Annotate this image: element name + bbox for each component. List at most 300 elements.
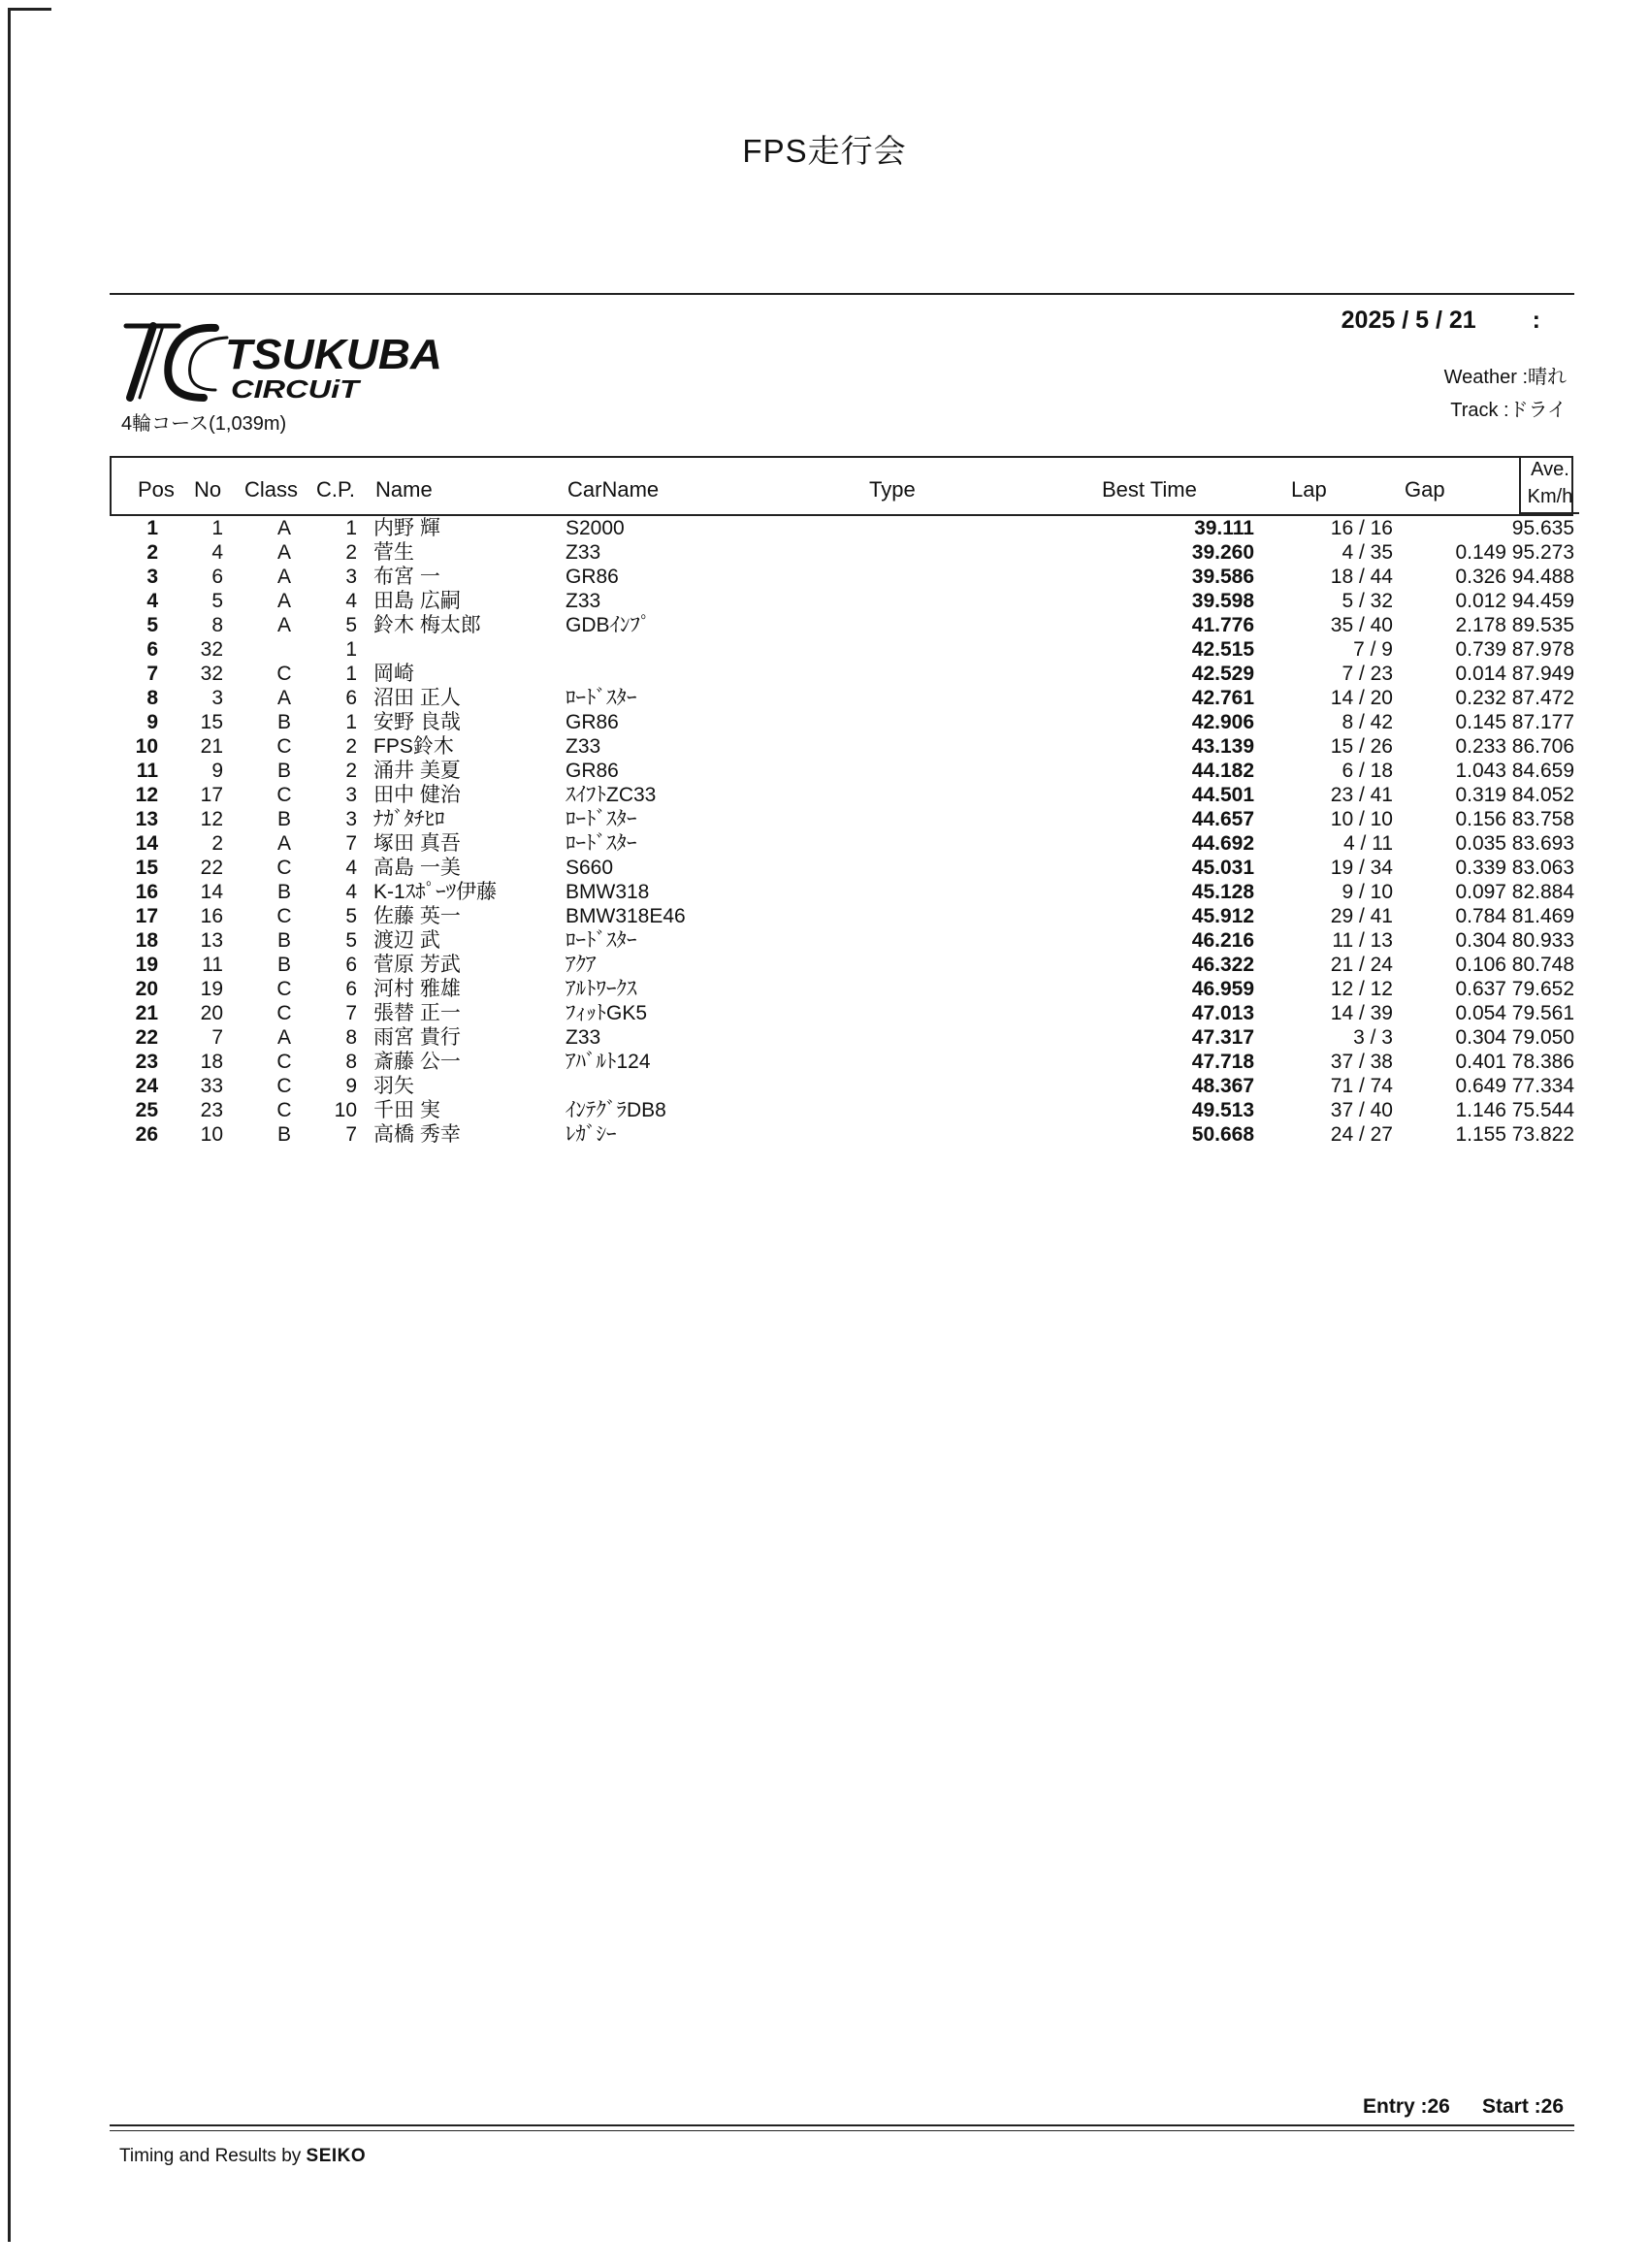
cell-gap: 1.155 [1455,1123,1506,1146]
table-row [110,589,1574,613]
cell-gap: 0.649 [1455,1075,1506,1097]
cell-ave-speed: 94.459 [1511,590,1574,612]
cell-ave-speed: 80.748 [1511,954,1574,976]
cell-best-time: 47.013 [1191,1002,1254,1024]
cell-pos: 13 [135,808,158,830]
cell-name: 安野 良哉 [373,711,461,733]
cell-best-time: 48.367 [1191,1075,1254,1097]
footer-rule-thin [110,2130,1574,2131]
cell-name: 千田 実 [373,1099,440,1121]
cell-lap: 18 / 44 [1330,566,1393,588]
logo-bottom-word: CIRCUiT [231,374,362,404]
cell-cp: 3 [345,566,357,588]
cell-no: 21 [200,735,223,758]
cell-pos: 19 [135,954,158,976]
timing-credit [119,2146,366,2167]
cell-name: 羽矢 [373,1075,414,1097]
logo-top-word: TSUKUBA [225,331,442,378]
cell-best-time: 49.513 [1191,1099,1254,1121]
cell-ave-speed: 82.884 [1511,881,1574,903]
cell-class: A [276,541,291,564]
cell-no: 3 [211,687,223,709]
cell-lap: 29 / 41 [1330,905,1393,927]
cell-name: K-1ｽﾎﾟｰﾂ伊藤 [373,881,498,903]
date-value: 2025 / 5 / 21 [1341,307,1476,334]
table-row [110,807,1574,831]
cell-pos: 2 [146,541,158,564]
cell-class: C [276,735,292,758]
cell-class: A [276,1026,291,1049]
cell-no: 23 [200,1099,223,1121]
cell-no: 8 [211,614,223,636]
cell-carname: GDBｲﾝﾌﾟ [566,614,651,636]
cell-pos: 15 [135,857,158,879]
col-ave-speed [1519,456,1579,514]
cell-best-time: 46.959 [1191,978,1254,1000]
cell-pos: 9 [146,711,158,733]
cell-lap: 71 / 74 [1330,1075,1393,1097]
cell-name: 岡崎 [373,663,414,685]
cell-carname: S2000 [566,517,625,539]
cell-pos: 12 [135,784,158,806]
table-row [110,1025,1574,1050]
results-table-body [110,516,1574,1147]
cell-ave-speed: 95.273 [1511,541,1574,564]
cell-name: 涌井 美夏 [373,760,461,782]
table-row [110,613,1574,637]
cell-no: 17 [200,784,223,806]
cell-lap: 12 / 12 [1330,978,1393,1000]
cell-no: 15 [200,711,223,733]
cell-pos: 7 [146,663,158,685]
cell-lap: 15 / 26 [1330,735,1393,758]
cell-pos: 16 [135,881,158,903]
table-row [110,662,1574,686]
cell-ave-speed: 84.659 [1511,760,1574,782]
cell-best-time: 44.692 [1191,832,1254,855]
cell-class: C [276,857,292,879]
cell-pos: 10 [135,735,158,758]
cell-ave-speed: 87.949 [1511,663,1574,685]
cell-cp: 2 [345,735,357,758]
table-row [110,953,1574,977]
cell-lap: 11 / 13 [1332,929,1393,952]
table-row [110,686,1574,710]
cell-class: C [276,1099,292,1121]
cell-best-time: 47.718 [1191,1051,1254,1073]
table-row [110,637,1574,662]
race-date [1342,307,1540,335]
cell-pos: 26 [135,1123,158,1146]
cell-ave-speed: 77.334 [1511,1075,1574,1097]
cell-carname: ｱｸｱ [566,954,597,976]
cell-name: 布宮 一 [373,566,440,588]
cell-pos: 5 [146,614,158,636]
cell-class: C [276,1051,292,1073]
cell-cp: 4 [345,857,357,879]
col-cp: C.P. [316,477,355,502]
cell-best-time: 42.761 [1191,687,1254,709]
cell-class: A [276,590,291,612]
cell-cp: 4 [345,590,357,612]
cell-name: 菅原 芳武 [373,954,461,976]
col-pos: Pos [138,477,175,502]
table-row [110,710,1574,734]
cell-no: 16 [200,905,223,927]
cell-carname: Z33 [566,541,601,564]
cell-gap: 0.304 [1455,929,1506,952]
cell-cp: 2 [345,541,357,564]
cell-name: 佐藤 英一 [373,905,461,927]
cell-cp: 5 [345,905,357,927]
cell-best-time: 39.586 [1191,566,1254,588]
cell-pos: 20 [135,978,158,1000]
table-row [110,928,1574,953]
cell-carname: ｽｲﾌﾄZC33 [566,784,657,806]
cell-no: 18 [200,1051,223,1073]
cell-gap: 0.784 [1455,905,1506,927]
cell-gap: 0.304 [1455,1026,1506,1049]
cell-gap: 0.156 [1455,808,1506,830]
page-corner-mark [8,8,51,2242]
cell-ave-speed: 79.050 [1511,1026,1574,1049]
cell-cp: 5 [345,929,357,952]
cell-name: 田島 広嗣 [373,590,461,612]
cell-class: B [276,808,291,830]
cell-best-time: 50.668 [1191,1123,1254,1146]
cell-pos: 23 [135,1051,158,1073]
cell-cp: 5 [345,614,357,636]
cell-no: 22 [200,857,223,879]
cell-ave-speed: 78.386 [1511,1051,1574,1073]
cell-cp: 7 [345,832,357,855]
cell-carname: ﾛｰﾄﾞｽﾀｰ [566,687,637,709]
table-row [110,516,1574,540]
cell-ave-speed: 79.561 [1511,1002,1574,1024]
cell-name: 高島 一美 [373,857,461,879]
cell-ave-speed: 81.469 [1511,905,1574,927]
cell-carname: ｱﾊﾞﾙﾄ124 [566,1051,651,1073]
cell-pos: 1 [146,517,158,539]
cell-lap: 37 / 38 [1330,1051,1393,1073]
cell-class: C [276,978,292,1000]
cell-ave-speed: 83.063 [1511,857,1574,879]
course-name: 4輪コース(1,039m) [121,413,287,435]
cell-no: 6 [211,566,223,588]
cell-ave-speed: 95.635 [1511,517,1574,539]
cell-lap: 21 / 24 [1330,954,1393,976]
cell-ave-speed: 75.544 [1511,1099,1574,1121]
results-table-header [110,456,1573,516]
cell-cp: 7 [345,1002,357,1024]
cell-ave-speed: 83.758 [1511,808,1574,830]
cell-class: B [276,929,291,952]
cell-best-time: 41.776 [1191,614,1254,636]
cell-carname: Z33 [566,735,601,758]
cell-class: A [276,566,291,588]
cell-cp: 8 [345,1026,357,1049]
cell-carname: ﾚｶﾞｼｰ [566,1123,617,1146]
cell-cp: 9 [345,1075,357,1097]
table-row [110,759,1574,783]
cell-class: B [276,711,291,733]
cell-cp: 1 [345,663,357,685]
cell-best-time: 45.912 [1191,905,1254,927]
cell-ave-speed: 86.706 [1511,735,1574,758]
cell-name: 鈴木 梅太郎 [373,614,481,636]
col-best-time: Best Time [1102,477,1197,502]
cell-best-time: 44.182 [1191,760,1254,782]
cell-best-time: 42.515 [1191,638,1254,661]
cell-gap: 0.106 [1455,954,1506,976]
track-condition: Track :ドライ [1450,400,1567,421]
cell-name: 渡辺 武 [373,929,440,952]
cell-pos: 11 [136,760,158,782]
cell-best-time: 39.111 [1194,517,1254,539]
col-type: Type [869,477,916,502]
cell-lap: 3 / 3 [1353,1026,1393,1049]
cell-gap: 0.401 [1455,1051,1506,1073]
cell-gap: 0.339 [1455,857,1506,879]
cell-cp: 2 [345,760,357,782]
cell-best-time: 39.260 [1191,541,1254,564]
table-row [110,1122,1574,1147]
col-ave-top: Ave. [1531,459,1569,480]
cell-lap: 24 / 27 [1330,1123,1393,1146]
cell-name: 張替 正一 [373,1002,461,1024]
cell-class: C [276,1002,292,1024]
cell-no: 32 [200,638,223,661]
cell-class: A [276,832,291,855]
cell-no: 12 [200,808,223,830]
cell-no: 5 [211,590,223,612]
cell-class: C [276,1075,292,1097]
cell-carname: ﾌｨｯﾄGK5 [566,1002,648,1024]
cell-cp: 1 [345,517,357,539]
cell-pos: 4 [146,590,158,612]
cell-carname: GR86 [566,711,619,733]
cell-cp: 4 [345,881,357,903]
cell-no: 4 [211,541,223,564]
cell-carname: BMW318E46 [566,905,686,927]
cell-gap: 0.054 [1455,1002,1506,1024]
col-gap: Gap [1405,477,1445,502]
cell-pos: 3 [146,566,158,588]
col-ave-bottom: Km/h [1527,486,1573,507]
table-row [110,1098,1574,1122]
cell-class: A [276,614,291,636]
cell-class: B [276,1123,291,1146]
cell-gap: 0.326 [1455,566,1506,588]
header-rule [110,293,1574,295]
cell-gap: 1.146 [1455,1099,1506,1121]
cell-carname: GR86 [566,566,619,588]
cell-class: A [276,687,291,709]
cell-gap: 0.014 [1455,663,1506,685]
cell-gap: 0.232 [1455,687,1506,709]
cell-lap: 10 / 10 [1330,808,1393,830]
cell-lap: 7 / 23 [1342,663,1393,685]
timing-credit-text: Timing and Results by [119,2146,307,2166]
cell-pos: 22 [135,1026,158,1049]
cell-carname: ｲﾝﾃｸﾞﾗDB8 [566,1099,666,1121]
table-row [110,977,1574,1001]
cell-cp: 6 [345,978,357,1000]
cell-no: 32 [200,663,223,685]
cell-name: 内野 輝 [373,517,440,539]
cell-no: 14 [200,881,223,903]
table-row [110,540,1574,565]
table-row [110,904,1574,928]
cell-carname: ﾛｰﾄﾞｽﾀｰ [566,832,637,855]
cell-best-time: 42.529 [1191,663,1254,685]
cell-no: 33 [200,1075,223,1097]
cell-pos: 14 [135,832,158,855]
cell-best-time: 47.317 [1191,1026,1254,1049]
cell-pos: 25 [135,1099,158,1121]
cell-lap: 37 / 40 [1330,1099,1393,1121]
cell-ave-speed: 94.488 [1511,566,1574,588]
col-name: Name [375,477,433,502]
cell-lap: 35 / 40 [1330,614,1393,636]
cell-name: 塚田 真吾 [373,832,461,855]
col-class: Class [244,477,299,502]
cell-best-time: 45.128 [1191,881,1254,903]
cell-name: 沼田 正人 [373,687,461,709]
cell-cp: 1 [345,711,357,733]
col-lap: Lap [1291,477,1327,502]
cell-no: 7 [211,1026,223,1049]
cell-ave-speed: 79.652 [1511,978,1574,1000]
cell-no: 20 [200,1002,223,1024]
cell-lap: 9 / 10 [1342,881,1393,903]
cell-gap: 0.319 [1455,784,1506,806]
cell-lap: 4 / 35 [1342,541,1393,564]
cell-carname: ｱﾙﾄﾜｰｸｽ [566,978,637,1000]
table-row [110,1074,1574,1098]
start-count: Start :26 [1482,2095,1565,2118]
cell-name: 菅生 [373,541,414,564]
cell-no: 13 [200,929,223,952]
cell-carname: Z33 [566,1026,601,1049]
cell-best-time: 43.139 [1191,735,1254,758]
cell-carname: ﾛｰﾄﾞｽﾀｰ [566,808,637,830]
cell-ave-speed: 87.472 [1511,687,1574,709]
event-title: FPS走行会 [742,133,907,169]
cell-no: 1 [211,517,223,539]
cell-no: 2 [211,832,223,855]
cell-cp: 10 [334,1099,357,1121]
cell-lap: 7 / 9 [1353,638,1393,661]
cell-class: C [276,784,292,806]
cell-ave-speed: 87.978 [1511,638,1574,661]
table-row [110,1050,1574,1074]
cell-ave-speed: 73.822 [1511,1123,1574,1146]
cell-ave-speed: 89.535 [1511,614,1574,636]
cell-cp: 6 [345,687,357,709]
cell-ave-speed: 84.052 [1511,784,1574,806]
cell-cp: 8 [345,1051,357,1073]
cell-lap: 5 / 32 [1342,590,1393,612]
cell-best-time: 42.906 [1191,711,1254,733]
cell-carname: Z33 [566,590,601,612]
cell-carname: BMW318 [566,881,650,903]
footer-rule [110,2124,1574,2126]
cell-gap: 1.043 [1455,760,1506,782]
cell-lap: 6 / 18 [1342,760,1393,782]
cell-gap: 0.145 [1455,711,1506,733]
cell-cp: 7 [345,1123,357,1146]
cell-gap: 0.233 [1455,735,1506,758]
cell-class: C [276,905,292,927]
cell-name: ﾅｶﾞﾀﾁﾋﾛ [373,808,445,830]
cell-no: 10 [200,1123,223,1146]
table-row [110,783,1574,807]
cell-pos: 8 [146,687,158,709]
cell-carname: GR86 [566,760,619,782]
cell-name: 河村 雅雄 [373,978,461,1000]
cell-name: 田中 健治 [373,784,461,806]
cell-name: 雨宮 貴行 [373,1026,461,1049]
table-row [110,734,1574,759]
cell-gap: 0.035 [1455,832,1506,855]
cell-lap: 16 / 16 [1330,517,1393,539]
cell-lap: 14 / 39 [1330,1002,1393,1024]
table-row [110,856,1574,880]
seiko-brand: SEIKO [306,2146,367,2166]
cell-lap: 19 / 34 [1330,857,1393,879]
cell-cp: 1 [345,638,357,661]
cell-pos: 21 [135,1002,158,1024]
cell-gap: 0.637 [1455,978,1506,1000]
cell-name: 斎藤 公一 [373,1051,461,1073]
col-carname: CarName [567,477,660,502]
cell-no: 19 [200,978,223,1000]
cell-best-time: 45.031 [1191,857,1254,879]
cell-no: 9 [211,760,223,782]
cell-cp: 3 [345,784,357,806]
cell-class: A [276,517,291,539]
cell-pos: 6 [146,638,158,661]
cell-gap: 0.097 [1455,881,1506,903]
cell-gap: 2.178 [1455,614,1506,636]
tsukuba-circuit-logo [118,308,468,405]
cell-class: B [276,881,291,903]
cell-ave-speed: 87.177 [1511,711,1574,733]
table-row [110,565,1574,589]
table-row [110,1001,1574,1025]
cell-best-time: 44.657 [1191,808,1254,830]
table-row [110,880,1574,904]
cell-cp: 3 [345,808,357,830]
cell-best-time: 46.216 [1191,929,1254,952]
cell-gap: 0.012 [1455,590,1506,612]
cell-class: B [276,954,291,976]
cell-pos: 17 [135,905,158,927]
cell-carname: S660 [566,857,614,879]
cell-ave-speed: 83.693 [1511,832,1574,855]
cell-lap: 23 / 41 [1330,784,1393,806]
cell-lap: 4 / 11 [1343,832,1393,855]
entry-count: Entry :26 [1363,2095,1450,2118]
cell-gap: 0.149 [1455,541,1506,564]
cell-lap: 14 / 20 [1330,687,1393,709]
cell-best-time: 39.598 [1191,590,1254,612]
cell-carname: ﾛｰﾄﾞｽﾀｰ [566,929,637,952]
cell-cp: 6 [345,954,357,976]
cell-pos: 18 [135,929,158,952]
table-row [110,831,1574,856]
